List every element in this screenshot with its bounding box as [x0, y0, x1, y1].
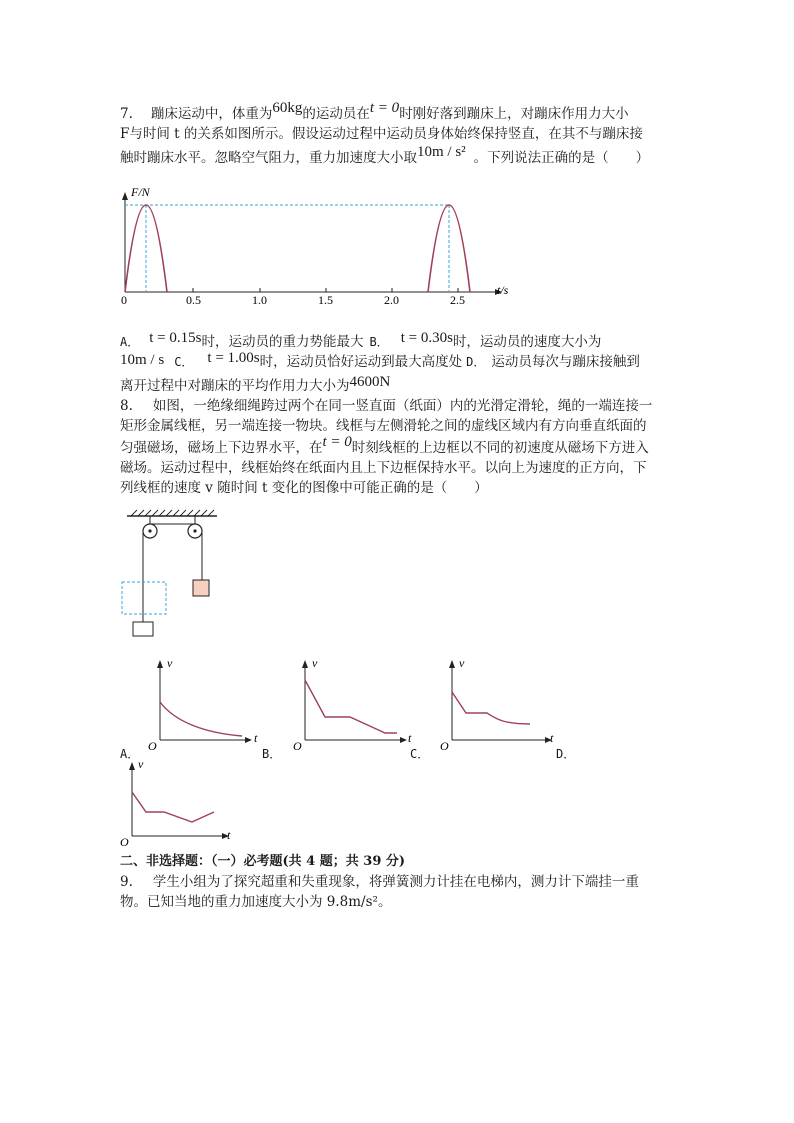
tick-label-1.0: 1.0 [252, 293, 267, 307]
option-d-label-q8: D． [556, 747, 576, 761]
q7-g: 10m / s² [417, 144, 466, 160]
tick-label-2.5: 2.5 [450, 293, 465, 307]
graph-y-label: F/N [131, 185, 150, 199]
block-mass [193, 580, 209, 596]
curve-d [132, 792, 214, 822]
graph-y-arrow [122, 192, 128, 200]
svg-text:v: v [138, 757, 144, 771]
graph-curve-2 [428, 205, 470, 292]
q8-line4: 磁场。运动过程中，线框始终在纸面内且上下边框保持水平。以向上为速度的正方向，下 [120, 460, 647, 476]
svg-text:O: O [148, 739, 157, 753]
q7-options-line2: 10m / s C． t = 1.00s时，运动员恰好运动到最大高度处 D． 运动员每次与蹦床接触到 [120, 350, 640, 370]
curve-c [452, 692, 530, 724]
vt-graph-b [285, 655, 410, 755]
section-2-title: 二、非选择题：（一）必考题(共 4 题；共 39 分) [120, 854, 406, 869]
option-c-value: t = 1.00s [207, 350, 260, 366]
option-d-label: D． [466, 355, 486, 369]
option-a-label-q8: A． [120, 747, 140, 761]
option-c-label-q8: C． [410, 747, 430, 761]
q8-number: 8. [120, 398, 133, 414]
tick-label-1.5: 1.5 [318, 293, 333, 307]
tick-label-0.5: 0.5 [186, 293, 201, 307]
svg-text:O: O [440, 739, 449, 753]
vt-graph-a [140, 655, 260, 755]
q7-mass: 60kg [272, 100, 303, 116]
svg-text:v: v [459, 656, 465, 670]
option-a-label: A． [120, 335, 140, 349]
option-b-label: B． [369, 335, 389, 349]
q7-options-line3: 离开过程中对蹦床的平均作用力大小为4600N [120, 374, 391, 394]
vt-graph-d [115, 755, 240, 855]
wire-frame [133, 622, 153, 636]
svg-text:t: t [254, 731, 258, 745]
pulley-diagram [120, 505, 230, 640]
graph-origin: 0 [121, 293, 127, 307]
option-d-value: 4600N [349, 374, 391, 390]
q7-t0: t = 0 [369, 100, 400, 116]
q7-options-line1: A． t = 0.15s时，运动员的重力势能最大 B． t = 0.30s时，运动员的速度大小为 [120, 330, 602, 350]
svg-text:t: t [227, 828, 231, 842]
option-b-label-q8: B． [262, 747, 282, 761]
curve-a [160, 702, 242, 736]
option-a-value: t = 0.15s [149, 330, 202, 346]
svg-text:t: t [550, 731, 554, 745]
option-c-label: C． [174, 355, 194, 369]
curve-b [305, 680, 397, 733]
tick-label-2.0: 2.0 [384, 293, 399, 307]
q8-line3: 匀强磁场，磁场上下边界水平，在t = 0时刻线框的上边框以不同的初速度从磁场下方进入 [120, 434, 649, 456]
force-time-graph [115, 180, 515, 310]
svg-text:v: v [312, 656, 318, 670]
svg-text:O: O [293, 739, 302, 753]
option-b-value: t = 0.30s [400, 330, 453, 346]
q8-line1: 8. 如图，一绝缘细绳跨过两个在同一竖直面（纸面）内的光滑定滑轮，绳的一端连接一 [120, 398, 653, 414]
magnetic-field-region [122, 582, 166, 614]
q7-line3: 触时蹦床水平。忽略空气阻力，重力加速度大小取10m / s² 。下列说法正确的是（ ） [120, 144, 650, 166]
graph-x-label: t/s [497, 283, 509, 297]
svg-text:v: v [167, 656, 173, 670]
q8-t0: t = 0 [322, 434, 352, 450]
q7-line1: 7. 蹦床运动中，体重为60kg的运动员在t = 0时刚好落到蹦床上，对蹦床作用力大小 [120, 100, 629, 122]
svg-text:t: t [408, 731, 412, 745]
option-b-speed: 10m / s [120, 352, 165, 368]
q9-number: 9. [120, 874, 133, 890]
q7-line2: F与时间 t 的关系如图所示。假设运动过程中运动员身体始终保持竖直，在其不与蹦床接 [120, 126, 643, 142]
q8-line5: 列线框的速度 v 随时间 t 变化的图像中可能正确的是（ ） [120, 480, 488, 496]
graph-curve-1 [125, 205, 167, 292]
q8-line2: 矩形金属线框，另一端连接一物块。线框与左侧滑轮之间的虚线区域内有方向垂直纸面的 [120, 418, 647, 434]
q7-number: 7. [120, 106, 133, 122]
q9-line2: 物。已知当地的重力加速度大小为 9.8m/s²。 [120, 894, 392, 910]
svg-text:O: O [120, 835, 129, 849]
q9-line1: 9. 学生小组为了探究超重和失重现象，将弹簧测力计挂在电梯内，测力计下端挂一重 [120, 874, 639, 890]
vt-graph-c [432, 655, 557, 755]
